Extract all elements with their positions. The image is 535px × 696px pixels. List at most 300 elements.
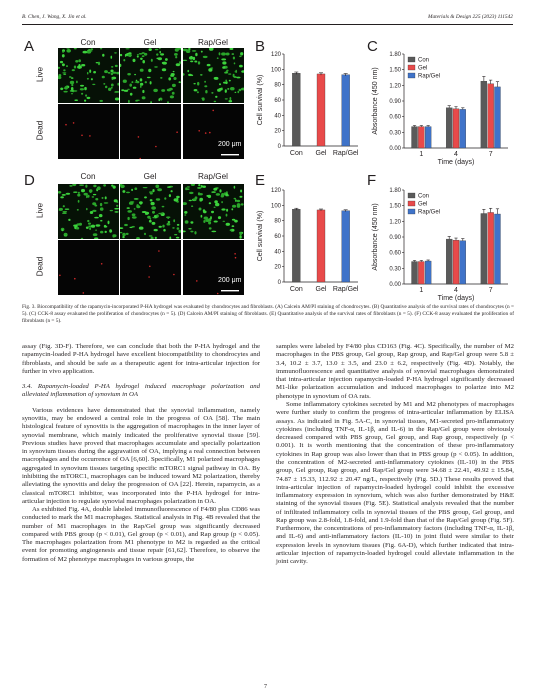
live-cell — [172, 92, 175, 95]
live-cell — [167, 89, 171, 92]
live-cell — [234, 76, 237, 78]
live-cell — [239, 65, 243, 68]
live-cell — [226, 209, 228, 212]
live-cell — [81, 93, 83, 95]
live-cell — [131, 189, 133, 191]
live-cell — [136, 237, 140, 239]
live-cell — [195, 53, 197, 57]
x-tick-label: Con — [289, 286, 303, 293]
live-cell — [112, 234, 116, 237]
live-cell — [236, 200, 240, 202]
y-tick-label: 0.30 — [389, 130, 401, 137]
live-cell — [183, 60, 187, 61]
x-tick-label: 7 — [488, 287, 493, 294]
live-cell — [114, 199, 118, 202]
live-cell — [73, 225, 77, 227]
group-label-con-d: Con — [80, 172, 96, 181]
y-tick-label: 80 — [274, 218, 281, 225]
live-cell — [140, 58, 143, 60]
live-cell — [231, 87, 233, 90]
dead-cell — [217, 293, 219, 295]
live-cell — [151, 59, 153, 62]
scale-bar-label-a: 200 μm — [218, 141, 242, 148]
live-cell — [131, 81, 133, 83]
live-cell — [102, 54, 104, 57]
live-cell — [91, 48, 94, 50]
live-cell — [105, 196, 107, 199]
live-cell — [228, 73, 231, 74]
live-cell — [169, 237, 171, 240]
live-cell — [115, 98, 119, 101]
live-cell — [169, 194, 171, 197]
live-cell — [210, 216, 212, 219]
live-cell — [234, 186, 236, 189]
dead-cell — [89, 135, 91, 137]
dead-cell — [209, 132, 211, 134]
live-cell — [164, 197, 166, 200]
dead-cell — [176, 131, 178, 133]
dead-micrograph — [120, 104, 181, 159]
live-cell — [158, 98, 160, 101]
live-cell — [194, 231, 196, 234]
live-cell — [63, 91, 67, 93]
live-cell — [136, 204, 138, 207]
live-cell — [215, 203, 219, 206]
live-cell — [155, 49, 159, 51]
live-cell — [116, 72, 119, 75]
live-cell — [86, 208, 88, 210]
live-cell — [236, 77, 240, 79]
running-header-journal: Materials & Design 225 (2023) 111542 — [428, 14, 513, 20]
live-cell — [114, 52, 117, 53]
legend-swatch — [408, 73, 415, 78]
y-tick-label: 60 — [274, 234, 281, 240]
live-cell — [206, 195, 210, 197]
live-cell — [94, 237, 98, 239]
dead-cell — [235, 257, 237, 259]
live-cell — [62, 72, 66, 73]
live-cell — [90, 211, 93, 214]
live-cell — [121, 89, 124, 91]
bar-con-day1 — [412, 262, 418, 284]
live-cell — [120, 232, 122, 233]
live-cell — [137, 56, 139, 58]
live-cell — [83, 51, 88, 54]
live-cell — [156, 58, 161, 60]
live-cell — [134, 74, 136, 75]
live-cell — [232, 53, 235, 54]
left-paragraph-3: As exhibited Fig. 4A, double labeled immunofluorescence of F4/80 plus CD86 was conducted to mark the M1 macrophages. Statistical analysis in Fig. 4B revealed that the number of M1 macrophages in the Rap/Gel group was significantly decreased compared with PBS group (p < 0.01), Gel group (p < 0.01), and Rap group (p < 0.05). The macrophages polarization from M1 phenotype to M2 is regarded as the critical event for promoting angiogenesis and tissue repair [61,62]. Therefore, to observe the formation of M2 phenotype macrophages in various groups, the — [22, 506, 260, 563]
live-cell — [197, 91, 199, 93]
live-cell — [167, 101, 169, 103]
dead-cell — [74, 278, 76, 280]
live-cell — [137, 54, 139, 56]
live-cell — [142, 60, 145, 63]
bar-rapgel-day1 — [425, 261, 431, 284]
live-cell — [93, 233, 98, 236]
live-cell — [127, 210, 132, 213]
live-cell — [241, 70, 244, 73]
y-tick-label: 0.60 — [389, 250, 401, 257]
y-tick-label: 100 — [270, 203, 281, 210]
live-cell — [62, 194, 66, 196]
y-tick-label: 0 — [277, 144, 281, 150]
live-cell — [65, 86, 68, 90]
y-tick-label: 1.20 — [389, 83, 401, 90]
live-cell — [229, 48, 233, 50]
right-paragraph-1: samples were labeled by F4/80 plus CD163 (Fig. 4C). Specifically, the number of M2 macrophages in the PBS group, Gel group, Rap group, and Rap/Gel group were 5.8 ± 3.4, 10.2 ± 3.7, 13.0 ± 3.5, and 23.0 ± 6.2, respectively (Fig. 4D). Notably, the immunofluorescence and quantitative analysis of synovial macrophages demonstrated that intra-articular injection rapamycin-loaded P-HA hydrogel significantly decreased M1-like polarization accumulation and induced macrophages to polarize into M2 phenotype in synovium of OA rats. — [276, 343, 514, 400]
live-cell — [226, 223, 230, 226]
section-heading-3-4: 3.4. Rapamycin-loaded P-HA hydrogel induced macrophage polarization and alleviated inflammation of synovium in OA — [22, 383, 260, 399]
live-cell — [85, 94, 87, 96]
live-cell — [87, 195, 89, 198]
live-cell — [219, 52, 221, 55]
live-cell — [173, 219, 175, 222]
live-cell — [199, 198, 203, 201]
live-cell — [147, 216, 150, 219]
live-cell — [152, 211, 155, 214]
dead-cell — [65, 124, 67, 126]
bar-gel — [317, 210, 325, 282]
live-cell — [132, 216, 137, 218]
dead-micrograph — [120, 240, 181, 295]
live-cell — [96, 62, 99, 63]
live-cell — [95, 198, 98, 200]
panel-label-a: A — [24, 38, 35, 55]
live-cell — [87, 78, 89, 80]
live-cell — [191, 184, 195, 186]
live-cell — [240, 52, 243, 55]
y-tick-label: 120 — [270, 188, 281, 194]
live-cell — [123, 80, 127, 83]
live-cell — [135, 100, 138, 102]
live-cell — [202, 97, 205, 100]
live-cell — [203, 220, 205, 223]
live-cell — [109, 229, 112, 232]
live-cell — [158, 213, 163, 214]
live-cell — [184, 211, 187, 214]
y-axis-label: Absorbance (450 nm) — [372, 67, 379, 135]
chart-b-survival-chondrocytes — [254, 50, 364, 162]
dead-cell — [73, 122, 75, 124]
live-cell — [219, 83, 221, 85]
live-cell — [62, 54, 65, 57]
dead-cell — [205, 132, 207, 134]
live-cell — [62, 63, 65, 66]
live-cell — [93, 185, 96, 188]
live-cell — [75, 60, 78, 63]
bar-gel-day7 — [488, 212, 494, 284]
live-cell — [126, 233, 129, 235]
live-cell — [177, 227, 180, 230]
live-cell — [191, 205, 193, 207]
live-cell — [78, 200, 80, 203]
panel-label-c: C — [367, 38, 378, 55]
live-cell — [194, 61, 197, 63]
x-axis-label: Time (days) — [437, 159, 475, 166]
y-tick-label: 1.50 — [389, 203, 401, 210]
live-cell — [139, 53, 143, 55]
bar-con-day7 — [481, 214, 487, 285]
panel-label-f: F — [367, 172, 377, 189]
live-cell — [168, 221, 171, 223]
live-cell — [81, 64, 85, 66]
live-cell — [96, 224, 101, 226]
live-cell — [134, 208, 136, 210]
live-cell — [159, 51, 161, 54]
live-cell — [114, 211, 118, 213]
live-cell — [66, 48, 70, 49]
live-cell — [187, 70, 189, 73]
live-cell — [230, 229, 232, 231]
dead-cell — [158, 250, 160, 252]
live-cell — [171, 190, 173, 192]
live-cell — [104, 225, 107, 228]
x-tick-label: Rap/Gel — [332, 286, 359, 293]
live-cell — [154, 66, 158, 67]
live-cell — [93, 194, 96, 195]
live-cell — [193, 57, 195, 60]
y-tick-label: 20 — [274, 264, 281, 271]
live-cell — [129, 84, 132, 87]
scale-bar — [221, 154, 239, 155]
live-cell — [151, 206, 156, 210]
live-cell — [140, 78, 143, 81]
live-cell — [190, 221, 193, 223]
live-cell — [152, 222, 156, 225]
live-cell — [162, 225, 164, 228]
group-label-rapgel-a: Rap/Gel — [197, 38, 229, 47]
chart-f-cck8-fibroblasts — [368, 186, 514, 302]
live-micrograph — [120, 184, 181, 239]
bar-con — [292, 73, 300, 146]
y-tick-label: 1.50 — [389, 67, 401, 74]
live-cell — [87, 220, 89, 222]
live-cell — [99, 214, 103, 217]
dead-cell — [198, 130, 200, 132]
live-cell — [225, 193, 228, 196]
live-cell — [103, 184, 106, 186]
live-cell — [201, 51, 203, 53]
live-cell — [179, 81, 181, 83]
live-cell — [105, 231, 107, 233]
live-cell — [201, 215, 203, 218]
live-cell — [221, 58, 226, 60]
live-cell — [111, 87, 113, 89]
y-tick-label: 0.90 — [389, 99, 401, 105]
live-cell — [133, 87, 137, 89]
live-cell — [226, 53, 230, 56]
live-cell — [239, 196, 242, 198]
live-cell — [211, 191, 216, 193]
live-cell — [229, 80, 231, 82]
live-cell — [63, 211, 68, 213]
live-cell — [176, 196, 180, 198]
live-cell — [165, 58, 168, 61]
dead-cell — [138, 136, 140, 138]
live-cell — [92, 84, 95, 85]
live-cell — [214, 101, 217, 102]
bar-gel-day7 — [488, 84, 494, 148]
live-cell — [142, 211, 147, 213]
live-micrograph — [120, 48, 181, 103]
live-cell — [189, 192, 193, 194]
live-micrograph — [183, 184, 244, 239]
live-cell — [104, 70, 108, 73]
live-cell — [74, 99, 78, 101]
live-cell — [123, 59, 125, 61]
live-cell — [94, 205, 97, 207]
live-cell — [84, 193, 88, 196]
live-cell — [86, 227, 89, 229]
live-cell — [172, 84, 176, 87]
dead-cell — [139, 158, 141, 159]
live-cell — [167, 223, 171, 226]
bar-gel — [317, 74, 325, 146]
live-cell — [225, 98, 228, 99]
live-cell — [227, 88, 229, 90]
live-cell — [60, 61, 63, 63]
page-number: 7 — [264, 684, 267, 690]
live-cell — [127, 73, 131, 75]
bar-rapgel-day7 — [494, 87, 500, 148]
y-tick-label: 0.90 — [389, 235, 401, 241]
live-cell — [223, 221, 226, 222]
live-cell — [116, 205, 118, 207]
live-cell — [151, 202, 155, 205]
live-cell — [79, 185, 84, 186]
y-tick-label: 0.00 — [389, 282, 401, 288]
legend-label: Rap/Gel — [418, 209, 441, 216]
live-cell — [150, 81, 152, 84]
live-cell — [97, 186, 101, 190]
live-cell — [184, 214, 186, 216]
chart-e-survival-fibroblasts — [254, 186, 364, 298]
live-cell — [72, 69, 75, 71]
live-cell — [221, 201, 223, 203]
live-cell — [111, 66, 113, 68]
live-cell — [163, 229, 165, 232]
dead-micrograph — [183, 240, 244, 295]
live-cell — [229, 100, 233, 102]
y-tick-label: 0 — [277, 280, 281, 286]
live-cell — [81, 238, 83, 239]
live-cell — [76, 227, 79, 230]
y-axis-label: Cell survival (%) — [257, 74, 264, 126]
live-cell — [200, 74, 203, 75]
live-cell — [173, 71, 175, 72]
live-cell — [58, 67, 60, 69]
live-cell — [241, 203, 244, 205]
live-cell — [231, 208, 233, 210]
live-cell — [130, 201, 135, 203]
dead-cell — [155, 146, 157, 148]
live-cell — [69, 76, 72, 77]
y-tick-label: 80 — [274, 82, 281, 89]
live-cell — [120, 54, 122, 56]
live-cell — [120, 227, 123, 229]
live-cell — [128, 54, 132, 57]
live-cell — [135, 82, 137, 83]
live-cell — [60, 88, 63, 91]
live-cell — [130, 93, 133, 96]
y-tick-label: 40 — [274, 113, 281, 120]
live-cell — [172, 227, 175, 229]
live-cell — [105, 86, 107, 89]
live-cell — [156, 53, 158, 55]
live-cell — [91, 225, 95, 228]
live-cell — [237, 91, 239, 93]
live-cell — [214, 207, 216, 208]
live-cell — [161, 89, 165, 92]
live-cell — [120, 64, 121, 67]
live-cell — [73, 192, 77, 193]
live-cell — [152, 189, 154, 192]
live-cell — [124, 90, 129, 92]
live-cell — [191, 56, 193, 58]
live-cell — [127, 89, 130, 90]
scale-bar — [221, 290, 239, 291]
live-cell — [171, 73, 175, 76]
live-cell — [70, 90, 74, 92]
legend-label: Con — [418, 57, 430, 64]
live-cell — [111, 84, 114, 87]
bar-con-day4 — [446, 239, 452, 284]
live-cell — [124, 224, 128, 226]
live-cell — [195, 196, 198, 199]
live-cell — [64, 233, 67, 236]
y-tick-label: 100 — [270, 67, 281, 74]
live-cell — [152, 217, 155, 218]
live-cell — [208, 221, 211, 224]
live-cell — [157, 188, 162, 191]
y-axis-label: Cell survival (%) — [257, 210, 264, 262]
live-cell — [167, 186, 171, 188]
dead-cell — [234, 253, 236, 255]
bar-rapgel — [342, 211, 350, 282]
legend-swatch — [408, 209, 415, 214]
live-cell — [174, 234, 177, 235]
live-cell — [203, 56, 208, 58]
y-tick-label: 1.80 — [389, 52, 401, 58]
bar-rapgel-day4 — [460, 241, 466, 284]
dead-cell — [196, 280, 198, 282]
live-cell — [197, 187, 201, 189]
running-header-authors: B. Chen, J. Wang, X. Jin et al. — [22, 14, 87, 20]
x-tick-label: Gel — [315, 150, 327, 157]
live-cell — [183, 231, 186, 233]
live-cell — [232, 225, 235, 227]
live-cell — [211, 211, 214, 213]
live-cell — [232, 205, 236, 208]
live-cell — [142, 55, 145, 57]
live-cell — [173, 77, 176, 80]
live-cell — [80, 88, 84, 90]
live-cell — [203, 209, 205, 212]
live-cell — [204, 85, 207, 87]
y-tick-label: 0.00 — [389, 146, 401, 152]
live-cell — [217, 57, 219, 59]
header-rule — [22, 24, 513, 25]
live-cell — [175, 56, 177, 58]
live-cell — [81, 189, 85, 192]
x-axis-label: Time (days) — [437, 295, 475, 302]
live-cell — [185, 187, 187, 190]
live-cell — [234, 71, 237, 72]
live-cell — [213, 188, 217, 191]
panel-label-b: B — [255, 38, 266, 55]
live-cell — [149, 220, 152, 223]
